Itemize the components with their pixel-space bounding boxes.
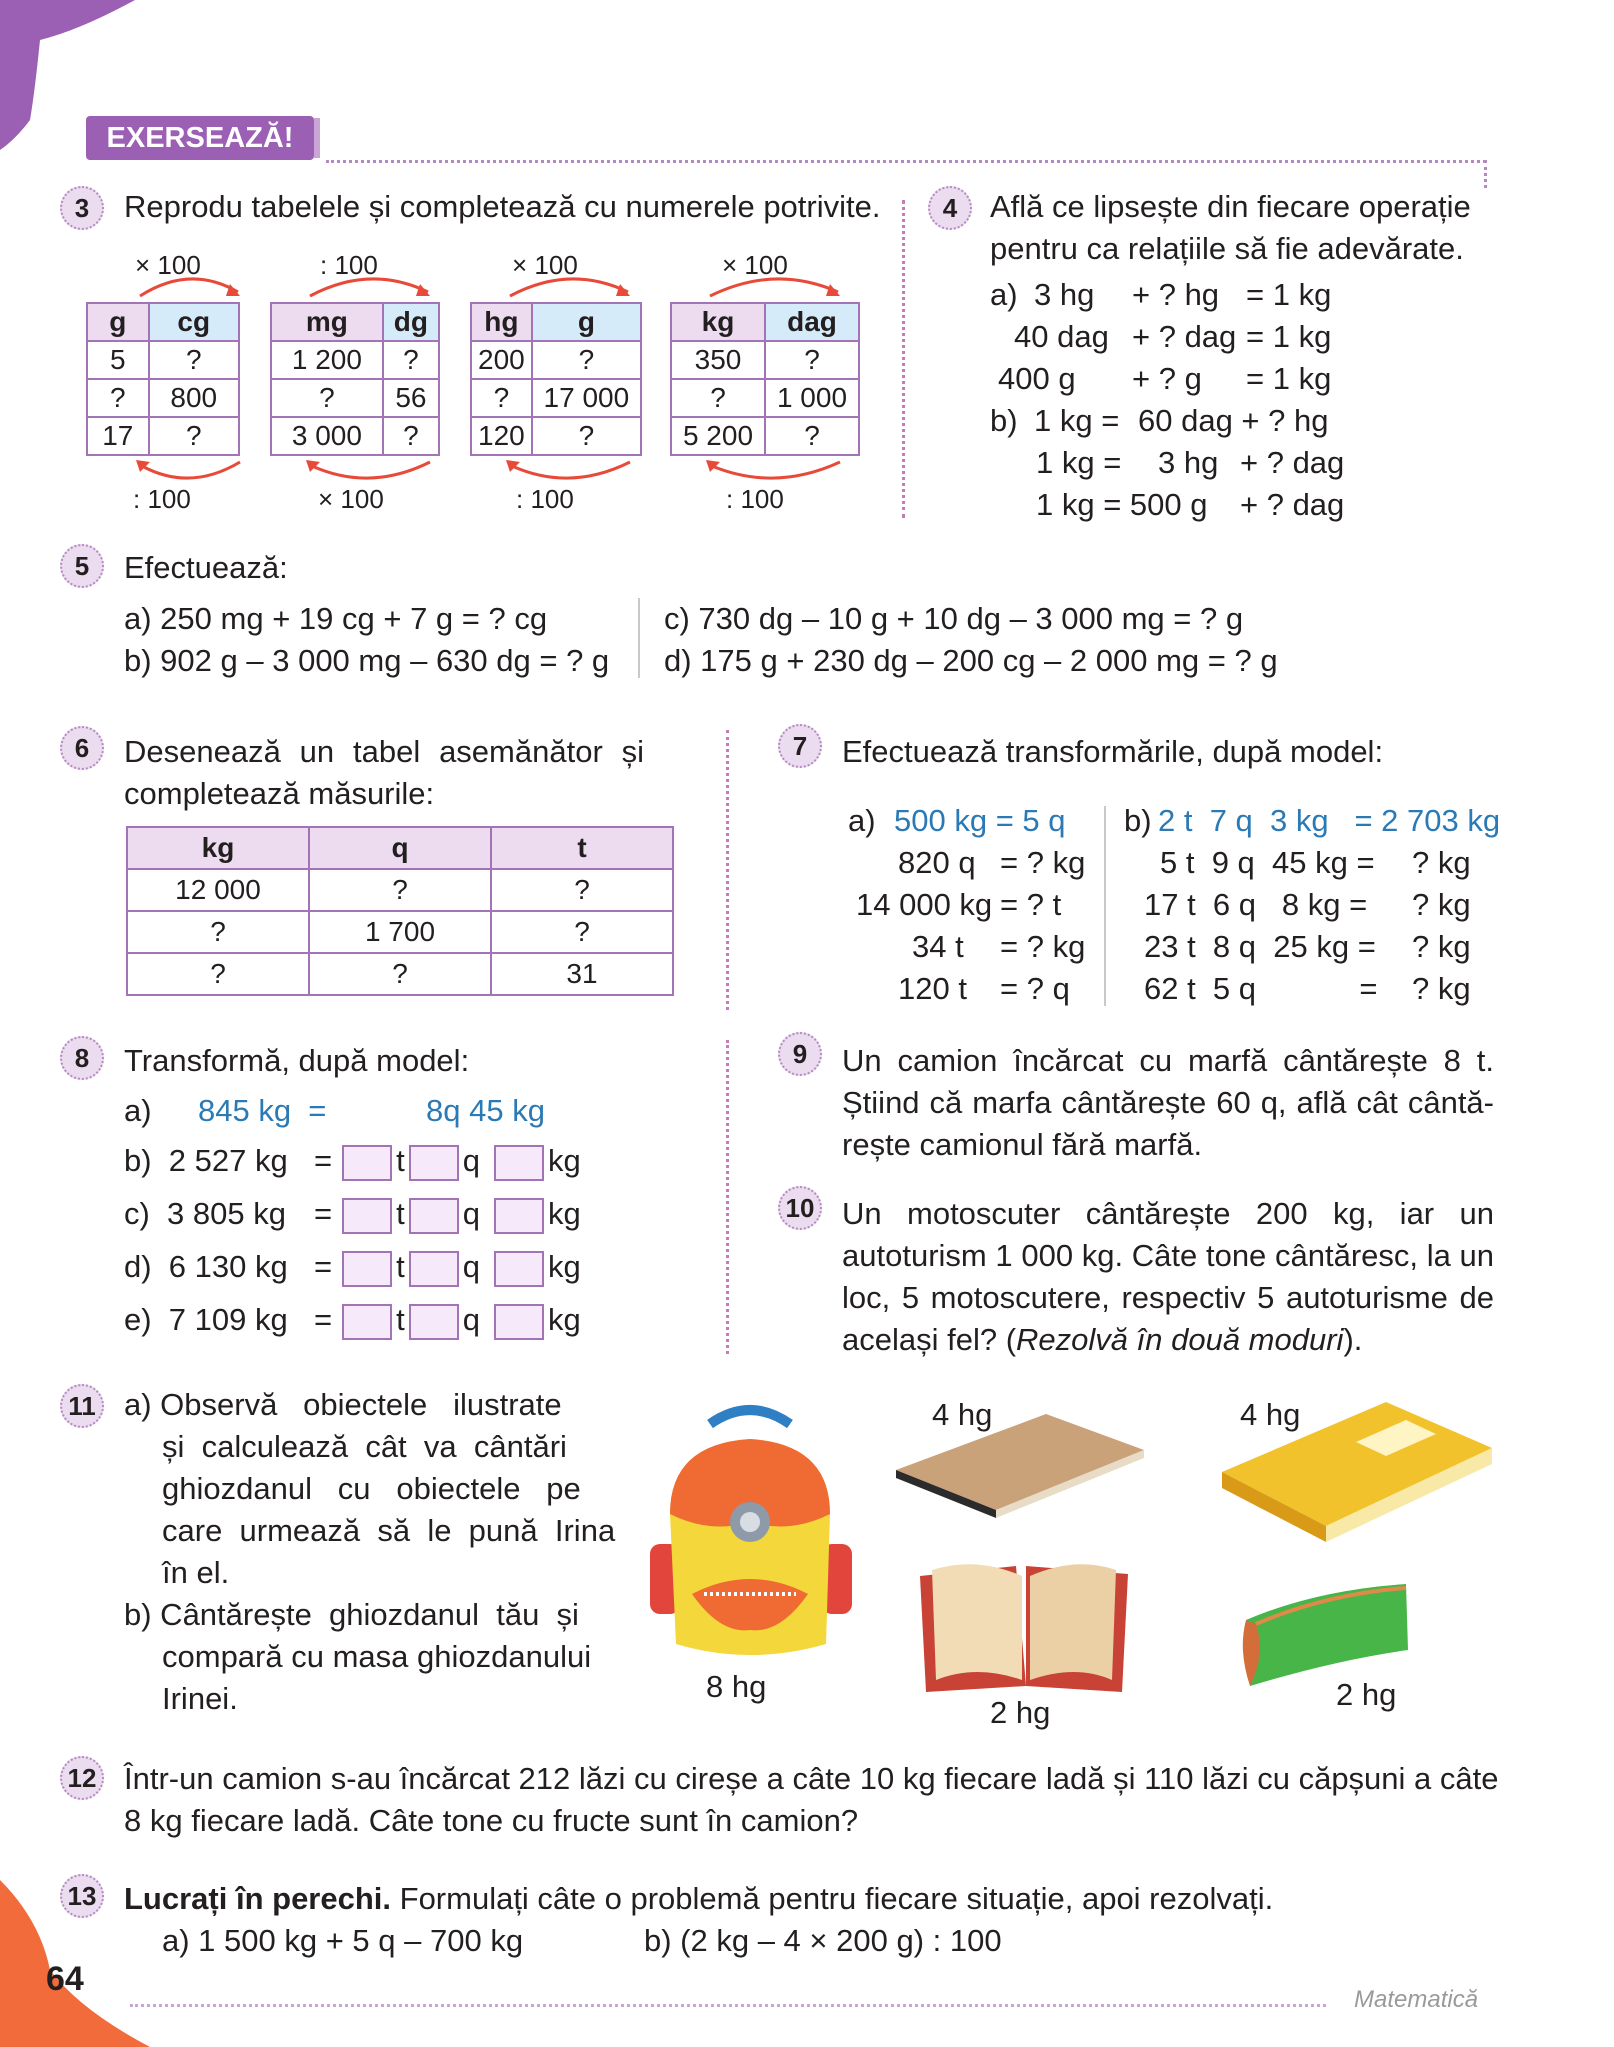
ex3-table3-top-op: × 100	[512, 250, 578, 280]
table-cell: 800	[149, 379, 239, 417]
table-cell: 200	[471, 341, 532, 379]
book-icon	[896, 1410, 1146, 1520]
ex8-row-label: d) 6 130 kg	[124, 1249, 288, 1284]
table-cell: ?	[149, 417, 239, 455]
ex7-divider	[1104, 806, 1106, 1006]
equals-sign: =	[314, 1196, 333, 1231]
yellow-book-icon	[1216, 1402, 1496, 1552]
page-number: 64	[46, 1960, 84, 1998]
exercise-number-11: 11	[60, 1384, 104, 1428]
ex3-table4-bottom-op: : 100	[726, 484, 784, 514]
exercise-number-4: 4	[928, 186, 972, 230]
ex10-line1: Un motoscuter cântărește 200 kg, iar un	[842, 1196, 1494, 1231]
unit-q: q	[462, 1302, 480, 1337]
ex8-row-label: e) 7 109 kg	[124, 1302, 288, 1337]
section-title: EXERSEAZĂ!	[106, 121, 294, 154]
answer-box-t[interactable]	[342, 1198, 392, 1234]
ex13-item-b: b) (2 kg – 4 × 200 g) : 100	[644, 1923, 1002, 1958]
table-cell: 1 200	[271, 341, 383, 379]
ex11-b-line: compară cu masa ghiozdanului	[162, 1639, 592, 1674]
header-dotted-line	[326, 160, 1486, 163]
ex8-row	[124, 1140, 624, 1182]
unit-kg: kg	[547, 1196, 581, 1231]
ex4-line: + ? dag	[1240, 487, 1345, 522]
table-cell: 31	[491, 953, 673, 995]
table-cell: 1 000	[765, 379, 859, 417]
table-header: dag	[765, 303, 859, 341]
pencilcase-weight: 2 hg	[1336, 1677, 1397, 1712]
table-cell: 12 000	[127, 869, 309, 911]
ex3-table3-bottom-op: : 100	[516, 484, 574, 514]
section-header	[86, 116, 314, 160]
column-divider	[726, 730, 729, 1010]
ex12-line1: Într-un camion s-au încărcat 212 lăzi cu cireșe a câte 10 kg fiecare ladă și 110 lăzi cu căpșuni a câte	[124, 1761, 1499, 1796]
book1-weight: 4 hg	[932, 1397, 993, 1432]
ex11-b-line: b) Cântărește ghiozdanul tău și	[124, 1597, 579, 1632]
answer-box-kg[interactable]	[494, 1198, 544, 1234]
exercise-number-6: 6	[60, 726, 104, 770]
answer-box-q[interactable]	[409, 1251, 459, 1287]
ex3-table-2	[270, 302, 440, 456]
ex5-item-a: a) 250 mg + 19 cg + 7 g = ? cg	[124, 601, 548, 636]
ex7-b-line: ? kg	[1412, 971, 1471, 1006]
ex3-table2-bottom-op: × 100	[318, 484, 384, 514]
footer-dotted-line	[130, 2004, 1326, 2007]
ex10-line3: loc, 5 motoscutere, respectiv 5 autoturisme de	[842, 1280, 1494, 1315]
ex6-instruction-line1: Desenează un tabel asemănător și	[124, 734, 644, 769]
ex3-table4-top-op: × 100	[722, 250, 788, 280]
table-cell: ?	[671, 379, 765, 417]
table-cell: 17 000	[532, 379, 641, 417]
subject-label: Matematică	[1354, 1986, 1479, 2013]
header-tab	[314, 118, 320, 158]
exercise-number-8: 8	[60, 1036, 104, 1080]
table-header: g	[532, 303, 641, 341]
ex8-row	[124, 1193, 624, 1235]
ex4-line: = 1 kg	[1246, 319, 1332, 354]
ex6-table	[126, 826, 674, 996]
ex7-a-label: a)	[848, 803, 876, 838]
ex13-bold: Lucrați în perechi.	[124, 1881, 392, 1916]
exercise-number-9: 9	[778, 1032, 822, 1076]
ex4-line: + ? dag	[1240, 445, 1345, 480]
ex10-line4	[842, 1319, 1362, 1361]
ex8-row	[124, 1299, 624, 1341]
unit-t: t	[396, 1249, 405, 1284]
table-cell: ?	[383, 417, 439, 455]
ex11-a-line: și calculează cât va cântări	[162, 1429, 567, 1464]
ex3-table1-top-op: × 100	[135, 250, 201, 280]
unit-q: q	[462, 1249, 480, 1284]
ex7-a-line: 14 000 kg	[856, 887, 993, 922]
table-cell: 17	[87, 417, 149, 455]
table-cell: 3 000	[271, 417, 383, 455]
ex8-instruction: Transformă, după model:	[124, 1043, 470, 1078]
table-header: hg	[471, 303, 532, 341]
ex3-table1-bottom-op: : 100	[133, 484, 191, 514]
equals-sign: =	[314, 1302, 333, 1337]
table-cell: ?	[309, 869, 491, 911]
ex4-instruction-line2: pentru ca relațiile să fie adevărate.	[990, 231, 1464, 266]
exercise-number-10: 10	[778, 1186, 822, 1230]
ex4-line: 1 kg =	[1036, 445, 1122, 480]
ex5-item-c: c) 730 dg – 10 g + 10 dg – 3 000 mg = ? g	[664, 601, 1244, 636]
ex11-a-line: în el.	[162, 1555, 230, 1590]
table-cell: ?	[491, 869, 673, 911]
ex4-line: = 1 kg	[1246, 277, 1332, 312]
ex11-b-line: Irinei.	[162, 1681, 238, 1716]
ex4-b-label: b)	[990, 403, 1018, 438]
unit-kg: kg	[547, 1249, 581, 1284]
ex7-b-line: ? kg	[1412, 845, 1471, 880]
arrow-left-icon	[130, 458, 250, 488]
ex7-b-line: ? kg	[1412, 887, 1471, 922]
backpack-icon	[630, 1404, 870, 1674]
arrow-right-icon	[700, 268, 850, 304]
ex3-table-1	[86, 302, 240, 456]
table-header: cg	[149, 303, 239, 341]
unit-t: t	[396, 1302, 405, 1337]
table-header: q	[309, 827, 491, 869]
table-cell: ?	[87, 379, 149, 417]
header-dotted-line-end	[1484, 160, 1487, 188]
unit-q: q	[462, 1196, 480, 1231]
ex7-a-line: 820 q	[898, 845, 976, 880]
table-cell: 56	[383, 379, 439, 417]
exercise-number-13: 13	[60, 1874, 104, 1918]
ex9-line3: rește camionul fără marfă.	[842, 1127, 1203, 1162]
table-header: mg	[271, 303, 383, 341]
ex8-model-right: 8q 45 kg	[426, 1093, 545, 1128]
ex7-b-line: 5 t 9 q 45 kg =	[1160, 845, 1375, 880]
ex4-line: + ? hg	[1132, 277, 1220, 312]
arrow-right-icon	[500, 268, 640, 304]
ex8-row-label: c) 3 805 kg	[124, 1196, 286, 1231]
table-header: t	[491, 827, 673, 869]
ex4-line: 400 g	[998, 361, 1076, 396]
ex7-instruction: Efectuează transformările, după model:	[842, 734, 1384, 769]
ex7-a-line: 120 t	[898, 971, 967, 1006]
ex10-line4-italic: Rezolvă în două moduri	[1016, 1322, 1344, 1357]
unit-t: t	[396, 1143, 405, 1178]
arrow-left-icon	[500, 458, 640, 488]
exercise-number-3: 3	[60, 186, 104, 230]
ex7-b-line: ? kg	[1412, 929, 1471, 964]
answer-box-kg[interactable]	[494, 1251, 544, 1287]
answer-box-t[interactable]	[342, 1304, 392, 1340]
ex5-item-b: b) 902 g – 3 000 mg – 630 dg = ? g	[124, 643, 610, 678]
ex5-divider	[638, 598, 640, 678]
ex11-a-line: care urmează să le pună Irina	[162, 1513, 616, 1548]
ex7-b-line: 17 t 6 q 8 kg =	[1144, 887, 1368, 922]
answer-box-q[interactable]	[409, 1198, 459, 1234]
table-cell: ?	[471, 379, 532, 417]
ex8-row	[124, 1246, 624, 1288]
exercise-number-5: 5	[60, 544, 104, 588]
table-cell: 5	[87, 341, 149, 379]
table-cell: 1 700	[309, 911, 491, 953]
ex5-item-d: d) 175 g + 230 dg – 200 cg – 2 000 mg = ? g	[664, 643, 1278, 678]
unit-q: q	[462, 1143, 480, 1178]
ex4-line: 3 hg	[1034, 277, 1095, 312]
ex4-line: 60 dag + ? hg	[1138, 403, 1329, 438]
table-header: dg	[383, 303, 439, 341]
ex9-line2: Știind că marfa cântărește 60 q, află cât cântă-	[842, 1085, 1494, 1120]
exercise-number-12: 12	[60, 1756, 104, 1800]
ex10-line4-c: ).	[1343, 1322, 1363, 1357]
ex8-model-left: 845 kg =	[198, 1093, 327, 1128]
table-header: kg	[127, 827, 309, 869]
ex11-a-line: ghiozdanul cu obiectele pe	[162, 1471, 581, 1506]
ex7-a-line: = ? q	[1000, 971, 1070, 1006]
ex10-line4-a: același fel? (	[842, 1322, 1017, 1357]
ex7-a-line: = ? kg	[1000, 929, 1086, 964]
answer-box-q[interactable]	[409, 1304, 459, 1340]
book2-weight: 4 hg	[1240, 1397, 1301, 1432]
table-cell: ?	[765, 417, 859, 455]
arrow-left-icon	[300, 458, 440, 488]
column-divider	[726, 1040, 729, 1354]
table-header: kg	[671, 303, 765, 341]
table-cell: ?	[271, 379, 383, 417]
bag-weight: 8 hg	[706, 1669, 767, 1704]
ex3-table-3	[470, 302, 642, 456]
answer-box-kg[interactable]	[494, 1145, 544, 1181]
unit-kg: kg	[547, 1302, 581, 1337]
table-cell: ?	[149, 341, 239, 379]
ex4-line: 1 kg = 500 g	[1036, 487, 1208, 522]
ex6-instruction-line2: completează măsurile:	[124, 776, 435, 811]
table-header: g	[87, 303, 149, 341]
ex3-instruction: Reprodu tabelele și completează cu numerele potrivite.	[124, 189, 881, 224]
ex9-line1: Un camion încărcat cu marfă cântărește 8 t.	[842, 1043, 1494, 1078]
table-cell: 120	[471, 417, 532, 455]
table-cell: ?	[532, 417, 641, 455]
ex4-line: = 1 kg	[1246, 361, 1332, 396]
arrow-left-icon	[700, 458, 850, 488]
arrow-right-icon	[130, 268, 250, 304]
arrow-right-icon	[300, 268, 440, 304]
ex3-table-4	[670, 302, 860, 456]
ex7-b-label: b)	[1124, 803, 1152, 838]
answer-box-kg[interactable]	[494, 1304, 544, 1340]
ex4-line: 1 kg =	[1034, 403, 1120, 438]
answer-box-t[interactable]	[342, 1251, 392, 1287]
ex7-b-line: 23 t 8 q 25 kg =	[1144, 929, 1376, 964]
ex7-a-line: = ? t	[1000, 887, 1062, 922]
table-cell: ?	[532, 341, 641, 379]
table-cell: ?	[765, 341, 859, 379]
ex4-instruction-line1: Află ce lipsește din fiecare operație	[990, 189, 1471, 224]
unit-kg: kg	[547, 1143, 581, 1178]
ex13-item-a: a) 1 500 kg + 5 q – 700 kg	[162, 1923, 524, 1958]
ex3-table2-top-op: : 100	[320, 250, 378, 280]
open-book-icon	[916, 1556, 1136, 1696]
ex12-line2: 8 kg fiecare ladă. Câte tone cu fructe sunt în camion?	[124, 1803, 859, 1838]
ex8-row-label: b) 2 527 kg	[124, 1143, 288, 1178]
ex4-line: + ? g	[1132, 361, 1202, 396]
ex13-text: Formulați câte o problemă pentru fiecare situație, apoi rezolvați.	[391, 1881, 1274, 1916]
ex5-instruction: Efectuează:	[124, 550, 288, 585]
ex11-a-line: a) Observă obiectele ilustrate	[124, 1387, 562, 1422]
ex7-a-line: 34 t	[912, 929, 964, 964]
ex7-b-model: 2 t 7 q 3 kg = 2 703 kg	[1158, 803, 1501, 838]
table-cell: ?	[127, 953, 309, 995]
exercise-number-7: 7	[778, 724, 822, 768]
equals-sign: =	[314, 1143, 333, 1178]
ex13-instruction	[124, 1878, 1273, 1920]
table-cell: ?	[491, 911, 673, 953]
openbook-weight: 2 hg	[990, 1695, 1051, 1730]
table-cell: ?	[309, 953, 491, 995]
ex7-a-model: 500 kg = 5 q	[894, 803, 1066, 838]
ex4-line: 3 hg	[1158, 445, 1219, 480]
table-cell: ?	[383, 341, 439, 379]
ex4-line: 40 dag	[1014, 319, 1109, 354]
ex10-line2: autoturism 1 000 kg. Câte tone cântăresc, la un	[842, 1238, 1494, 1273]
table-cell: 350	[671, 341, 765, 379]
unit-t: t	[396, 1196, 405, 1231]
ex7-b-line: 62 t 5 q =	[1144, 971, 1378, 1006]
ex7-a-line: = ? kg	[1000, 845, 1086, 880]
answer-box-t[interactable]	[342, 1145, 392, 1181]
table-cell: 5 200	[671, 417, 765, 455]
equals-sign: =	[314, 1249, 333, 1284]
column-divider	[902, 200, 905, 518]
ex4-line: + ? dag	[1132, 319, 1237, 354]
answer-box-q[interactable]	[409, 1145, 459, 1181]
ex8-model-label: a)	[124, 1093, 152, 1128]
ex4-a-label: a)	[990, 277, 1018, 312]
table-cell: ?	[127, 911, 309, 953]
